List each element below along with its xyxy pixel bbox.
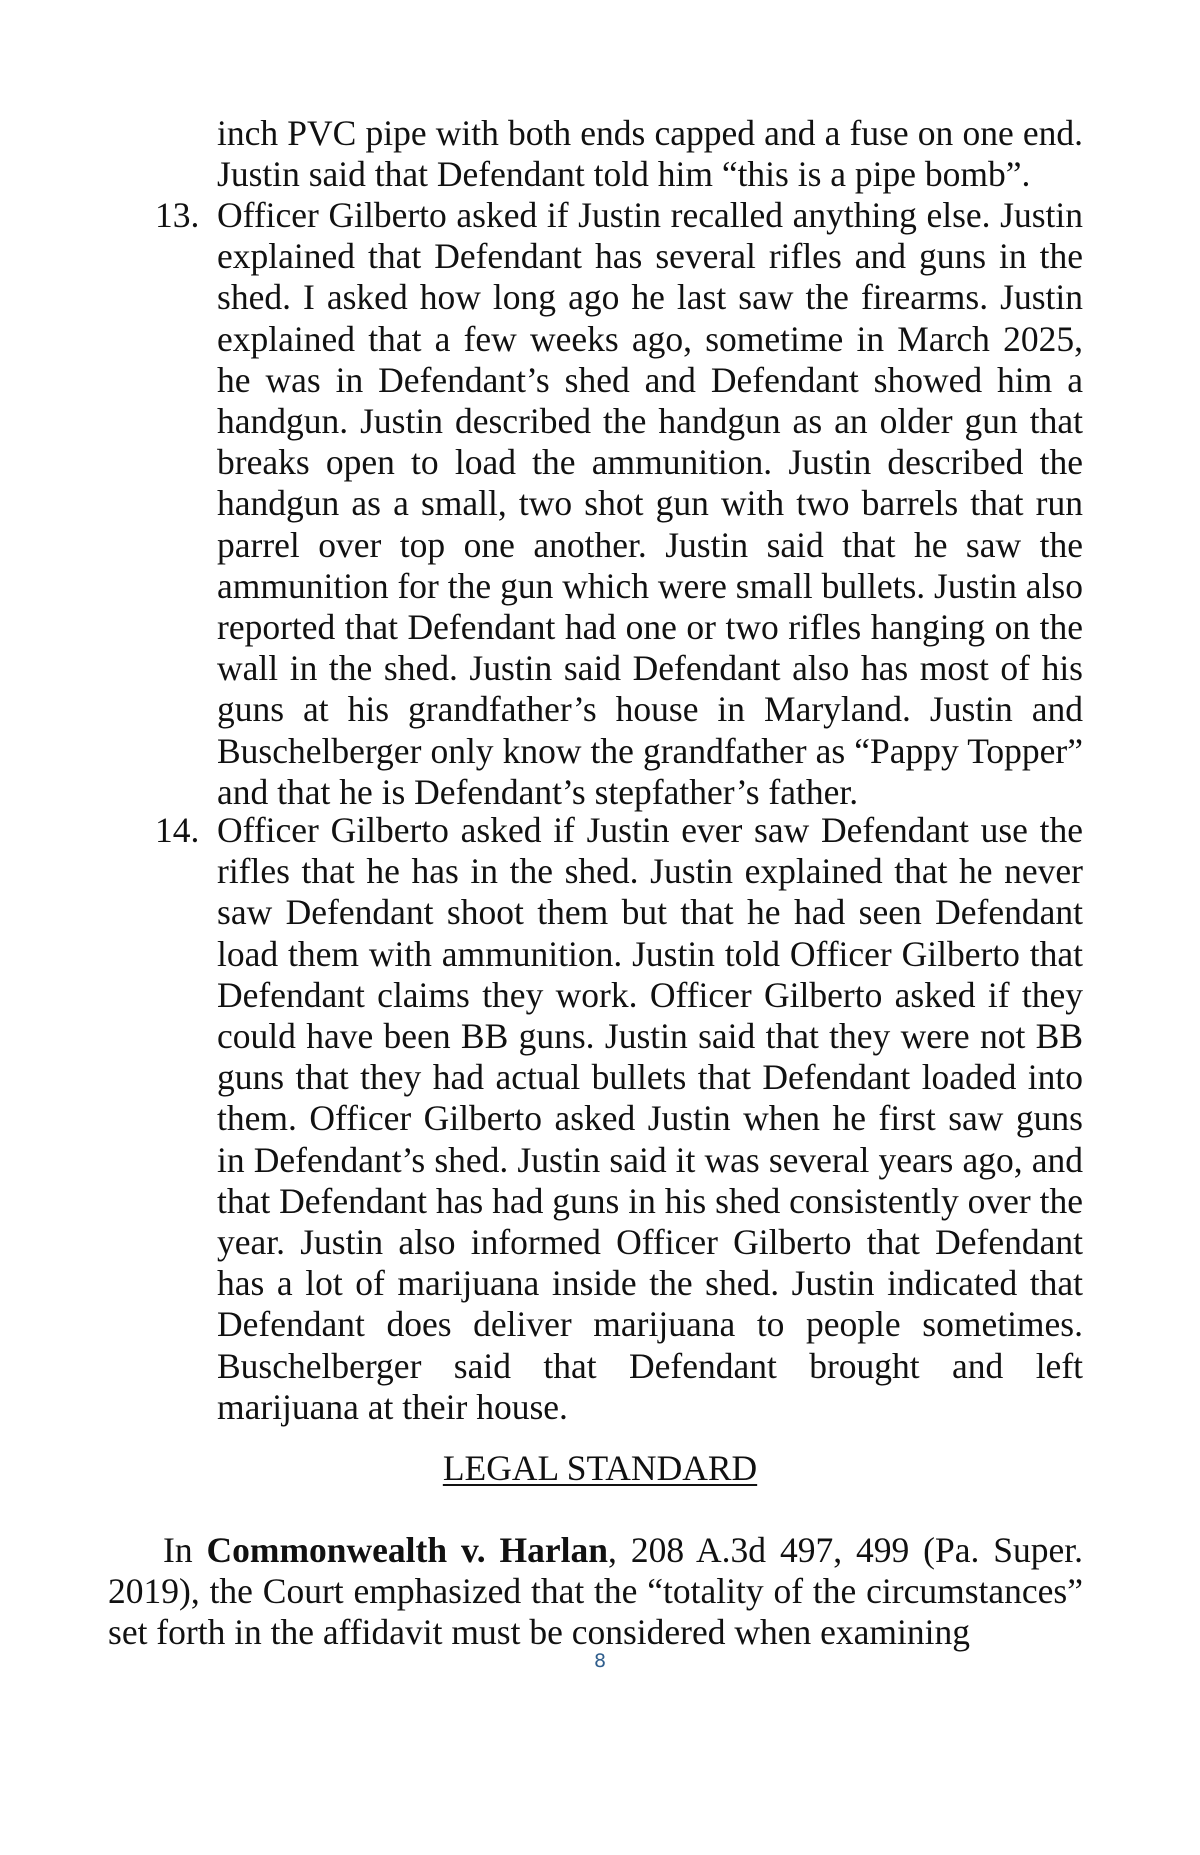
paragraph-lead: In — [163, 1530, 207, 1570]
section-heading — [0, 1448, 1200, 1489]
list-item-number: 14. — [155, 810, 200, 850]
list-item-14 — [155, 810, 1083, 1428]
list-item-text: Officer Gilberto asked if Justin recalled anything else. Justin explained that Defendant has several rifles and guns in the shed. I asked how long ago he last saw the firearms. Justin explained that a few weeks ago, sometime in March 2025, he was in Defendant’s shed and Defendant showed him a handgun. Justin described the handgun as an older gun that breaks open to load the ammunition. Justin described the handgun as a small, two shot gun with two barrels that run parrel over top one another. Justin said that he saw the ammunition for the gun which were small bullets. Justin also reported that Defendant had one or two rifles hanging on the wall in the shed. Justin said Defendant also has most of his guns at his grandfather’s house in Maryland. Justin and Buschelberger only know the grandfather as “Pappy Topper” and that he is Defendant’s stepfather’s father. — [217, 195, 1083, 812]
list-item-13 — [155, 195, 1083, 813]
paragraph-rest: , 208 A.3d 497, 499 (Pa. Super. 2019), the Court emphasized that the “totality of the circumstances” set forth in the affidavit must be considered when examining — [108, 1530, 1083, 1653]
list-item-text: Officer Gilberto asked if Justin ever saw Defendant use the rifles that he has in the shed. Justin explained that he never saw Defendant shoot them but that he had seen Defendant load them with ammunition. Justin told Officer Gilberto that Defendant claims they work. Officer Gilberto asked if they could have been BB guns. Justin said that they were not BB guns that they had actual bullets that Defendant loaded into them. Officer Gilberto asked Justin when he first saw guns in Defendant’s shed. Justin said it was several years ago, and that Defendant has had guns in his shed consistently over the year. Justin also informed Officer Gilberto that Defendant has a lot of marijuana inside the shed. Justin indicated that Defendant does deliver marijuana to people sometimes. Buschelberger said that Defendant brought and left marijuana at their house. — [217, 810, 1083, 1427]
list-item-number: 13. — [155, 195, 200, 235]
continued-list-text: inch PVC pipe with both ends capped and a fuse on one end. Justin said that Defendant told him “this is a pipe bomb”. — [217, 113, 1083, 195]
legal-standard-paragraph — [108, 1530, 1083, 1654]
page-number: 8 — [593, 1650, 607, 1672]
case-citation-name: Commonwealth v. Harlan — [206, 1530, 609, 1570]
section-heading-text: LEGAL STANDARD — [442, 1448, 758, 1488]
